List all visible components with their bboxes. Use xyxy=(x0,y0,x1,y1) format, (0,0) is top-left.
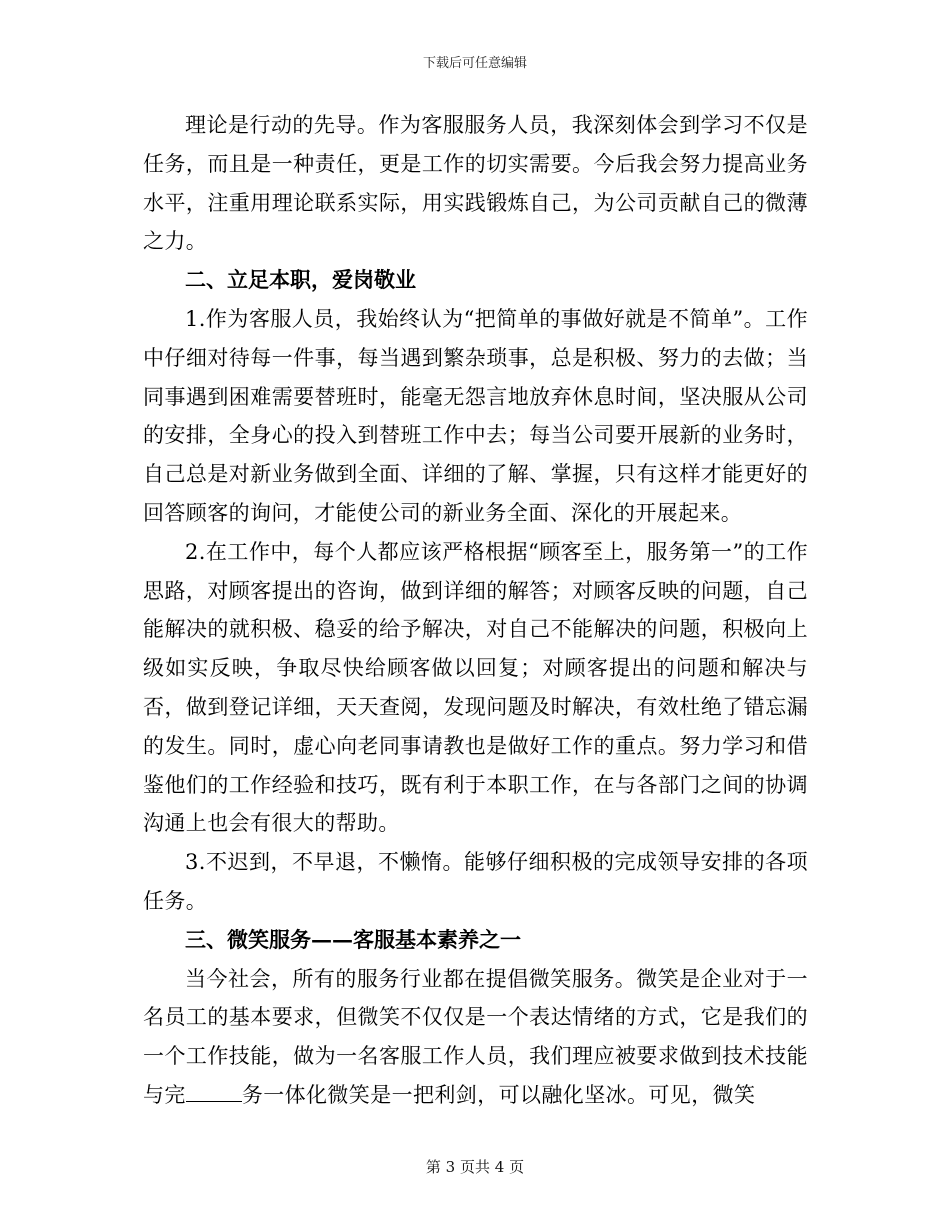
paragraph-smile-part2: 务一体化微笑是一把利剑，可以融化坚冰。可见，微笑 xyxy=(241,1082,756,1107)
paragraph-smile-service xyxy=(143,960,808,1115)
section-heading-3: 三、微笑服务——客服基本素养之一 xyxy=(185,926,521,952)
page-footer: 第 3 页共 4 页 xyxy=(425,1158,525,1176)
blank-gap xyxy=(186,1083,242,1102)
page-header: 下载后可任意编辑 xyxy=(422,56,527,71)
paragraph-smile-part1: 当今社会，所有的服务行业都在提倡微笑服务。微笑是企业对于一名员工的基本要求，但微笑不仅仅是一个表达情绪的方式，它是我们的一个工作技能，做为一名客服工作人员，我们理应被要求做到技术技能与完 xyxy=(143,966,808,1107)
section-heading-2: 二、立足本职，爱岗敬业 xyxy=(185,267,416,293)
paragraph-item-2: 2.在工作中，每个人都应该严格根据“顾客至上，服务第一”的工作思路，对顾客提出的咨询，做到详细的解答；对顾客反映的问题，自己能解决的就积极、稳妥的给予解决，对自己不能解决的问题，积极向上级如实反映，争取尽快给顾客做以回复；对顾客提出的问题和解决与否，做到登记详细，天天查阅，发现问题及时解决，有效杜绝了错忘漏的发生。同时，虚心向老同事请教也是做好工作的重点。努力学习和借鉴他们的工作经验和技巧，既有利于本职工作，在与各部门之间的协调沟通上也会有很大的帮助。 xyxy=(143,539,808,836)
paragraph-item-3: 3.不迟到，不早退，不懒惰。能够仔细积极的完成领导安排的各项任务。 xyxy=(143,850,808,913)
document-body xyxy=(143,106,808,1115)
paragraph-item-1: 1.作为客服人员，我始终认为“把简单的事做好就是不简单”。工作中仔细对待每一件事，每当遇到繁杂琐事，总是积极、努力的去做；当同事遇到困难需要替班时，能毫无怨言地放弃休息时间，坚决服从公司的安排，全身心的投入到替班工作中去；每当公司要开展新的业务时，自己总是对新业务做到全面、详细的了解、掌握，只有这样才能更好的回答顾客的询问，才能使公司的新业务全面、深化的开展起来。 xyxy=(143,306,808,525)
paragraph-theory: 理论是行动的先导。作为客服服务人员，我深刻体会到学习不仅是任务，而且是一种责任，更是工作的切实需要。今后我会努力提高业务水平，注重用理论联系实际，用实践锻炼自己，为公司贡献自己的微薄之力。 xyxy=(143,113,808,254)
